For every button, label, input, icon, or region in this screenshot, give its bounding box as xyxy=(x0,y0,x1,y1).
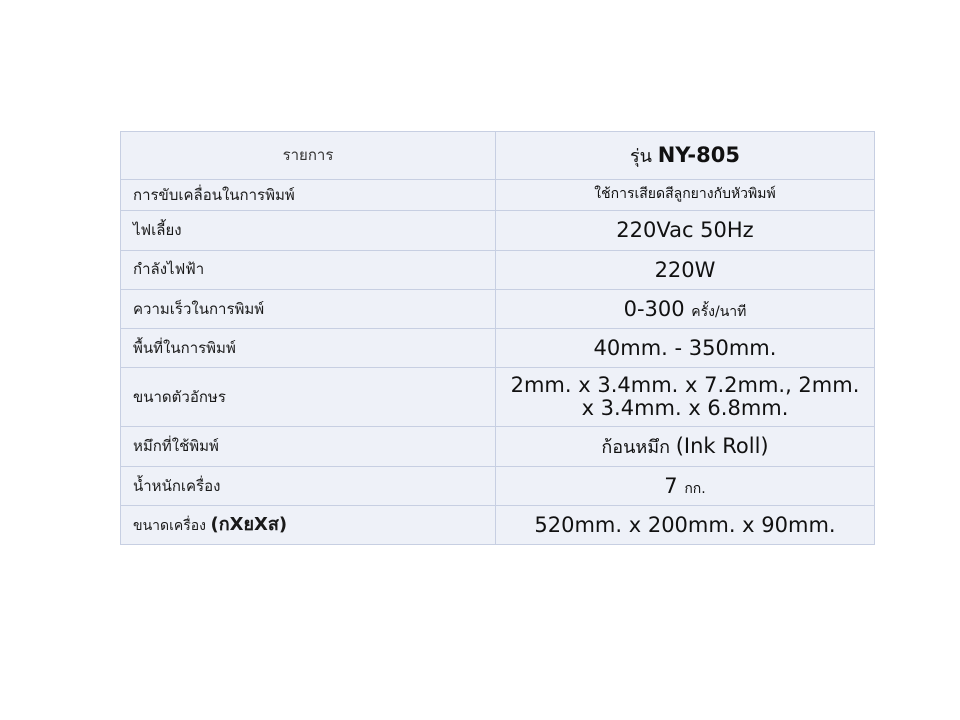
table-row xyxy=(121,179,875,211)
row-label-prefix: ขนาดเครื่อง xyxy=(133,518,211,535)
row-label-weight xyxy=(121,466,496,505)
row-label-text: ความเร็วในการพิมพ์ xyxy=(133,299,265,318)
row-value-print-speed xyxy=(496,289,875,328)
row-label-text: ไฟเลี้ยง xyxy=(133,221,182,239)
row-value-text: 220Vac 50Hz xyxy=(616,218,754,243)
row-value-power-supply xyxy=(496,211,875,250)
row-label-print-area xyxy=(121,329,496,368)
row-value-ink xyxy=(496,427,875,467)
row-value-main: ก้อนหมึก xyxy=(601,437,676,459)
header-value-prefix: รุ่น xyxy=(630,146,658,167)
table-row xyxy=(121,466,875,505)
row-value-main: 7 xyxy=(664,473,685,498)
row-value-line2: x 3.4mm. x 6.8mm. xyxy=(581,396,789,421)
row-value-line1: 2mm. x 3.4mm. x 7.2mm., 2mm. xyxy=(510,373,860,398)
row-value-wattage xyxy=(496,250,875,289)
table-row xyxy=(121,329,875,368)
row-value-text: 220W xyxy=(654,257,716,282)
row-label-power-supply xyxy=(121,211,496,250)
row-label-suffix: (กXยXส) xyxy=(210,514,288,536)
header-cell-value xyxy=(496,132,875,180)
row-label-ink xyxy=(121,427,496,467)
row-label-text: พื้นที่ในการพิมพ์ xyxy=(133,338,236,357)
table-row xyxy=(121,368,875,427)
row-value-main: 0-300 xyxy=(623,296,692,321)
row-value-character-size xyxy=(496,368,875,427)
row-value-drive xyxy=(496,179,875,211)
row-label-print-speed xyxy=(121,289,496,328)
table-row xyxy=(121,211,875,250)
header-value-model: NY-805 xyxy=(657,143,740,167)
table-header-row xyxy=(121,132,875,180)
row-label-text: หมึกที่ใช้พิมพ์ xyxy=(133,437,219,456)
row-label-drive xyxy=(121,179,496,211)
row-label-text: น้ำหนักเครื่อง xyxy=(133,476,221,495)
row-value-text: ใช้การเสียดสีลูกยางกับหัวพิมพ์ xyxy=(594,186,776,203)
row-label-character-size xyxy=(121,368,496,427)
row-value-suffix: (Ink Roll) xyxy=(675,434,769,459)
row-label-wattage xyxy=(121,250,496,289)
row-label-text: ขนาดตัวอักษร xyxy=(133,387,226,406)
row-value-dimensions xyxy=(496,506,875,545)
header-cell-label xyxy=(121,132,496,180)
table-row xyxy=(121,427,875,467)
specification-table xyxy=(120,131,875,545)
row-label-dimensions xyxy=(121,506,496,545)
row-label-text: กำลังไฟฟ้า xyxy=(133,260,205,279)
row-value-weight xyxy=(496,466,875,505)
row-value-text: 520mm. x 200mm. x 90mm. xyxy=(534,513,836,538)
row-value-print-area xyxy=(496,329,875,368)
table-row xyxy=(121,250,875,289)
row-label-text: การขับเคลื่อนในการพิมพ์ xyxy=(133,185,295,204)
row-value-suffix: กก. xyxy=(684,480,706,497)
row-value-suffix: ครั้ง/นาที xyxy=(691,303,747,320)
header-label-text: รายการ xyxy=(282,145,334,164)
table-row xyxy=(121,506,875,545)
row-value-text: 40mm. - 350mm. xyxy=(593,336,777,360)
table-row xyxy=(121,289,875,328)
